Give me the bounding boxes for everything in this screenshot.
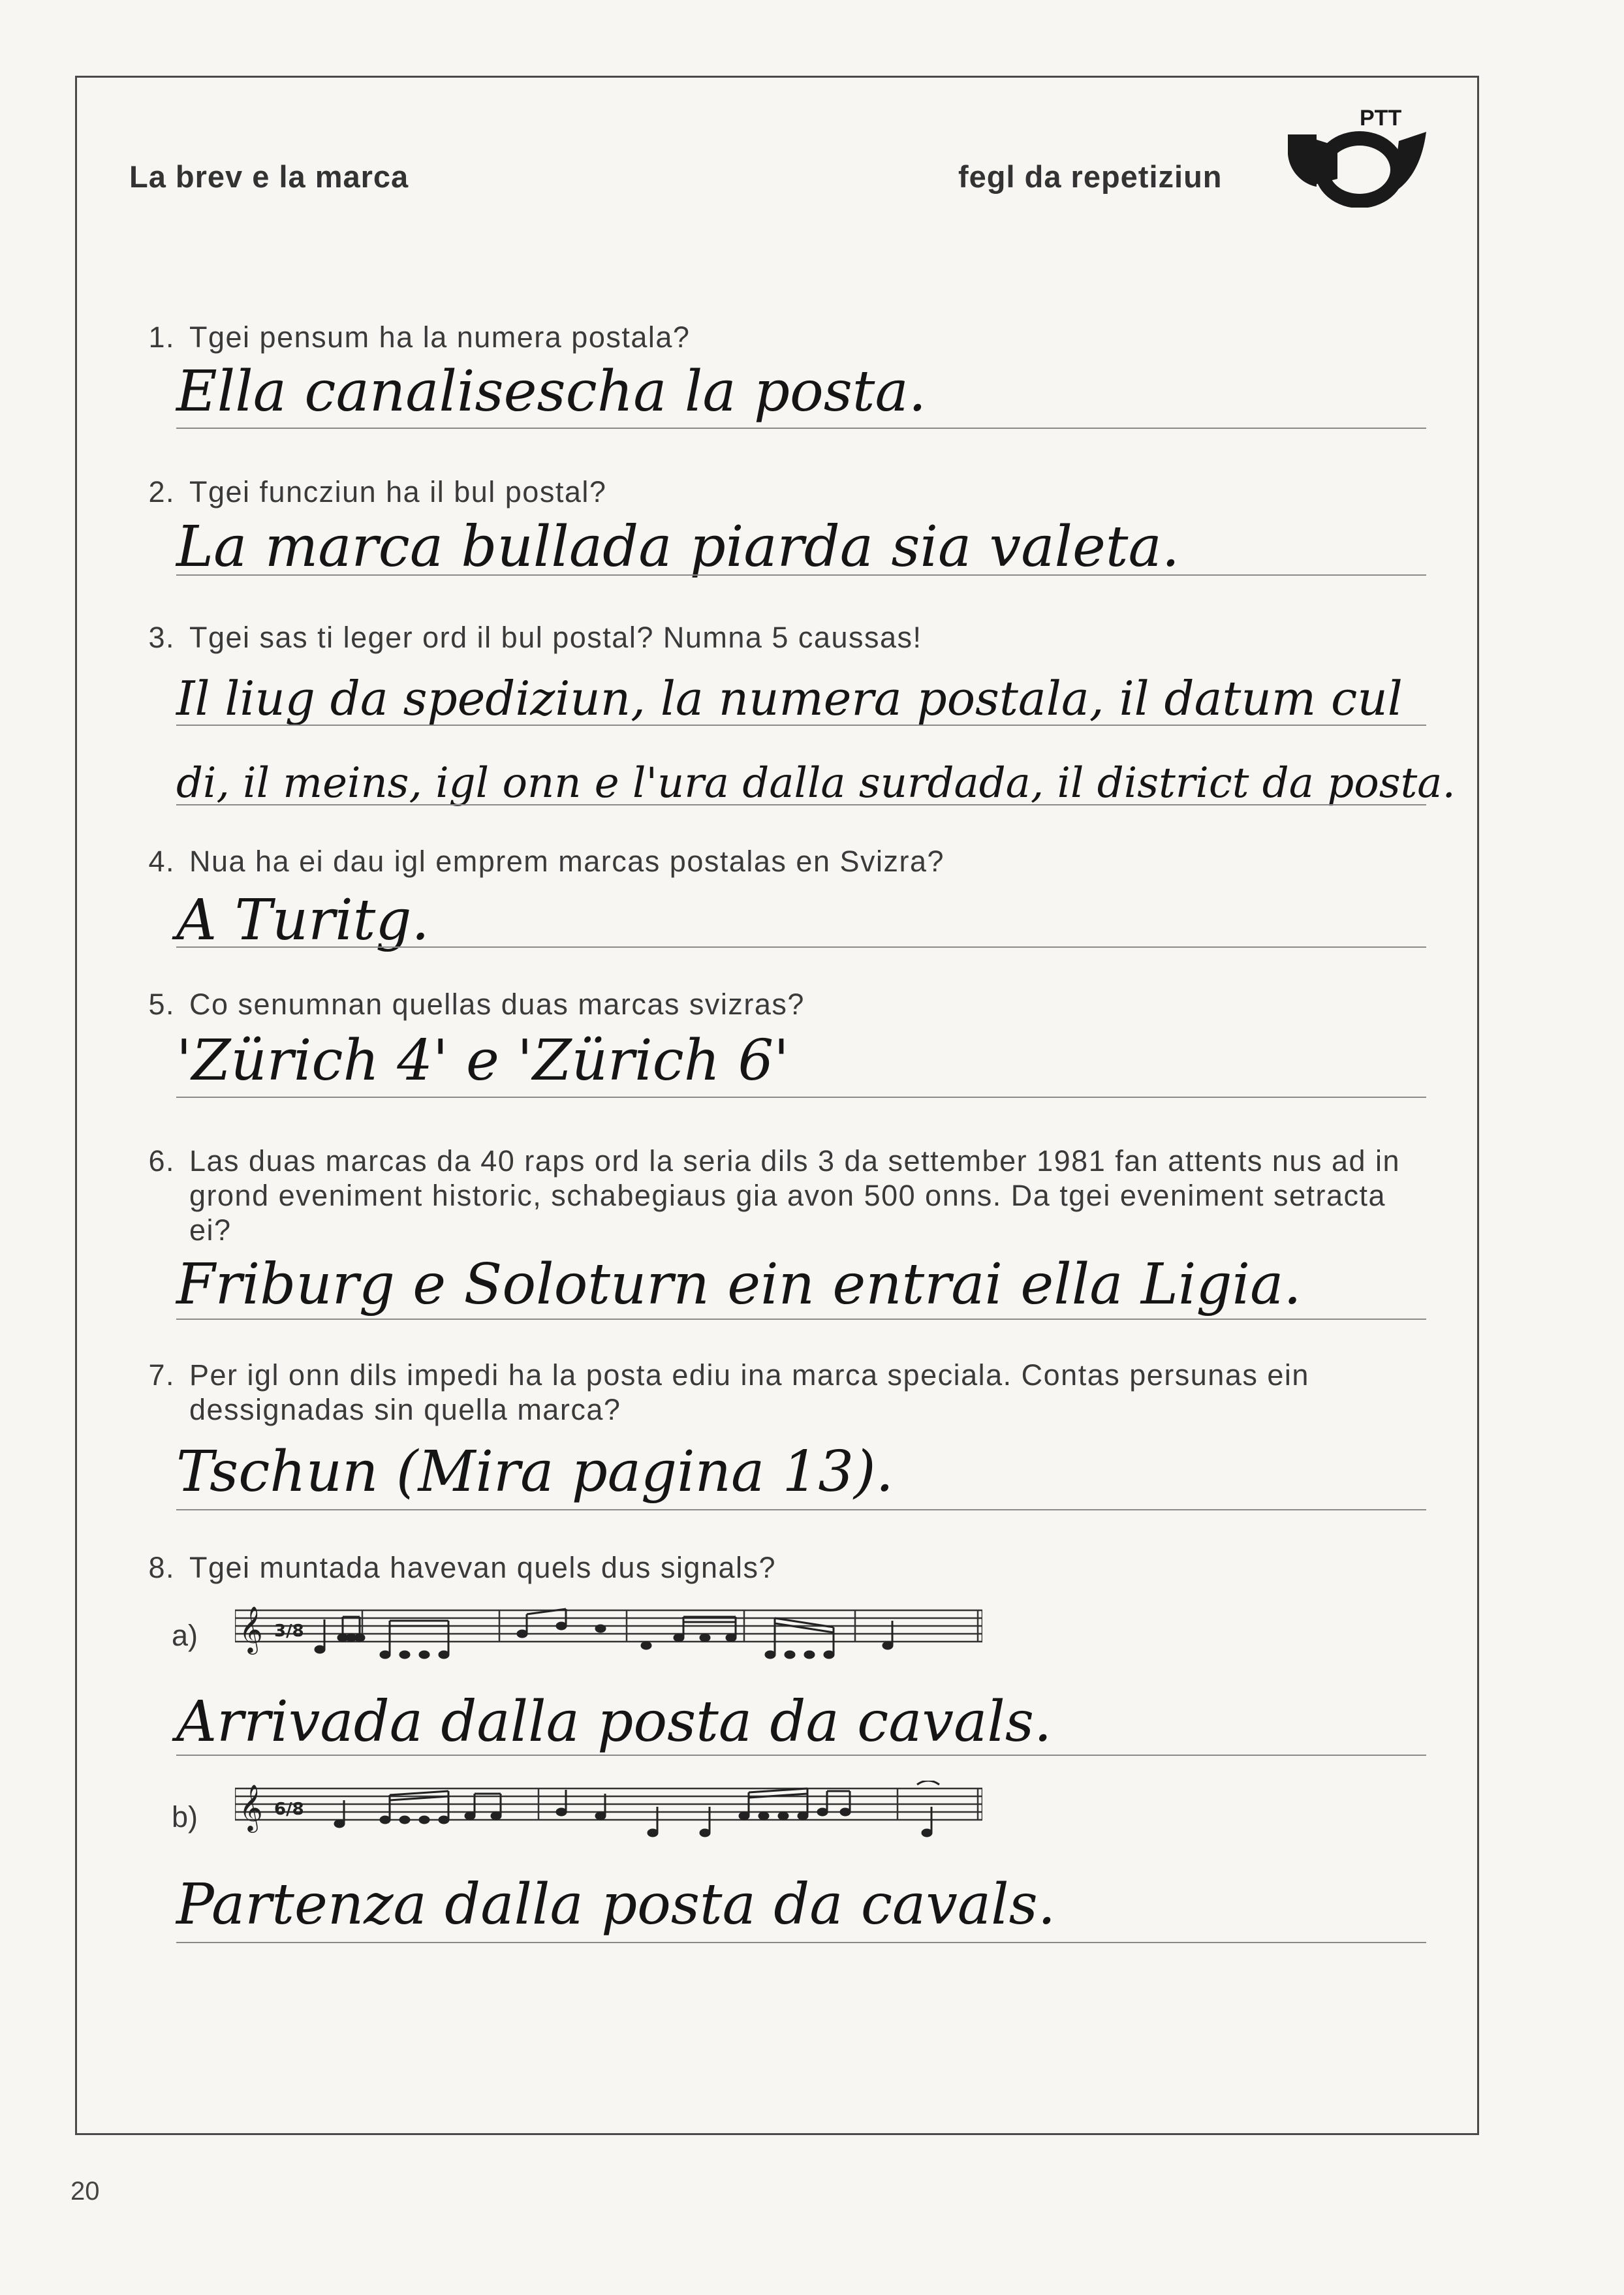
answer-line: [176, 1509, 1426, 1510]
question-3: 3. Tgei sas ti leger ord il bul postal? Numna 5 caussas!: [129, 620, 1428, 655]
signal-a-music-staff: [235, 1602, 982, 1674]
question-3-text: Tgei sas ti leger ord il bul postal? Numna 5 caussas!: [189, 621, 922, 654]
signal-b-label: b): [172, 1800, 198, 1834]
signal-a-answer: Arrivada dalla posta da cavals.: [176, 1689, 1052, 1755]
answer-line: [176, 574, 1426, 576]
question-7: 7. Per igl onn dils impedi ha la posta ediu ina marca speciala. Contas persunas ein dessignadas sin quella marca?: [129, 1358, 1428, 1427]
signal-b-time-signature: 6/8: [274, 1800, 304, 1819]
answer-line: [176, 1319, 1426, 1320]
answer-line: [176, 1755, 1426, 1756]
question-2-text: Tgei funcziun ha il bul postal?: [189, 475, 607, 508]
question-4-text: Nua ha ei dau igl emprem marcas postalas en Svizra?: [189, 845, 945, 878]
signal-a-label: a): [172, 1619, 198, 1652]
question-1-text: Tgei pensum ha la numera postala?: [189, 320, 691, 354]
question-6: 6. Las duas marcas da 40 raps ord la seria dils 3 da settember 1981 fan attents nus ad in grond eveniment historic, schabegiaus gia avon 500 onns. Da tgei eveniment setracta ei?: [129, 1144, 1428, 1247]
signal-b-music-staff: [235, 1781, 982, 1852]
answer-7: Tschun (Mira pagina 13).: [176, 1439, 894, 1505]
signal-b-answer: Partenza dalla posta da cavals.: [176, 1872, 1056, 1937]
answer-3-line-1: Il liug da spediziun, la numera postala, il datum cul: [176, 671, 1403, 726]
answer-3-line-2: di, il meins, igl onn e l'ura dalla surdada, il district da posta.: [176, 759, 1456, 807]
question-8: 8. Tgei muntada havevan quels dus signals?: [129, 1550, 1428, 1585]
answer-5: 'Zürich 4' e 'Zürich 6': [176, 1028, 789, 1093]
answer-line: [176, 428, 1426, 429]
page-number: 20: [70, 2177, 100, 2206]
question-1: 1. Tgei pensum ha la numera postala?: [129, 320, 1428, 354]
answer-line: [176, 804, 1426, 805]
question-8-text: Tgei muntada havevan quels dus signals?: [189, 1551, 777, 1584]
answer-2: La marca bullada piarda sia valeta.: [176, 514, 1180, 580]
question-6-text: Las duas marcas da 40 raps ord la seria dils 3 da settember 1981 fan attents nus ad in grond eveniment historic, schabegiaus gia avon 500 onns. Da tgei eveniment setracta ei?: [189, 1144, 1401, 1247]
worksheet-subtitle: fegl da repetiziun: [958, 159, 1223, 194]
answer-line: [176, 946, 1426, 948]
question-4: 4. Nua ha ei dau igl emprem marcas postalas en Svizra?: [129, 844, 1428, 879]
answer-line: [176, 1942, 1426, 1943]
question-5-text: Co senumnan quellas duas marcas svizras?: [189, 988, 805, 1021]
question-7-text: Per igl onn dils impedi ha la posta ediu ina marca speciala. Contas persunas ein dessignadas sin quella marca?: [189, 1358, 1309, 1426]
svg-text:𝄞: 𝄞: [239, 1605, 263, 1653]
question-2: 2. Tgei funcziun ha il bul postal?: [129, 475, 1428, 509]
answer-1: Ella canalisescha la posta.: [176, 359, 927, 424]
ptt-posthorn-logo: [1283, 103, 1429, 208]
worksheet-title: La brev e la marca: [129, 159, 409, 194]
answer-4: A Turitg.: [176, 888, 429, 953]
question-5: 5. Co senumnan quellas duas marcas svizras?: [129, 987, 1428, 1022]
answer-6: Friburg e Soloturn ein entrai ella Ligia.: [176, 1252, 1302, 1317]
signal-a-time-signature: 3/8: [274, 1621, 304, 1641]
answer-line: [176, 725, 1426, 726]
svg-text:𝄞: 𝄞: [239, 1783, 263, 1831]
ptt-logo-text: PTT: [1360, 106, 1402, 131]
answer-line: [176, 1097, 1426, 1098]
